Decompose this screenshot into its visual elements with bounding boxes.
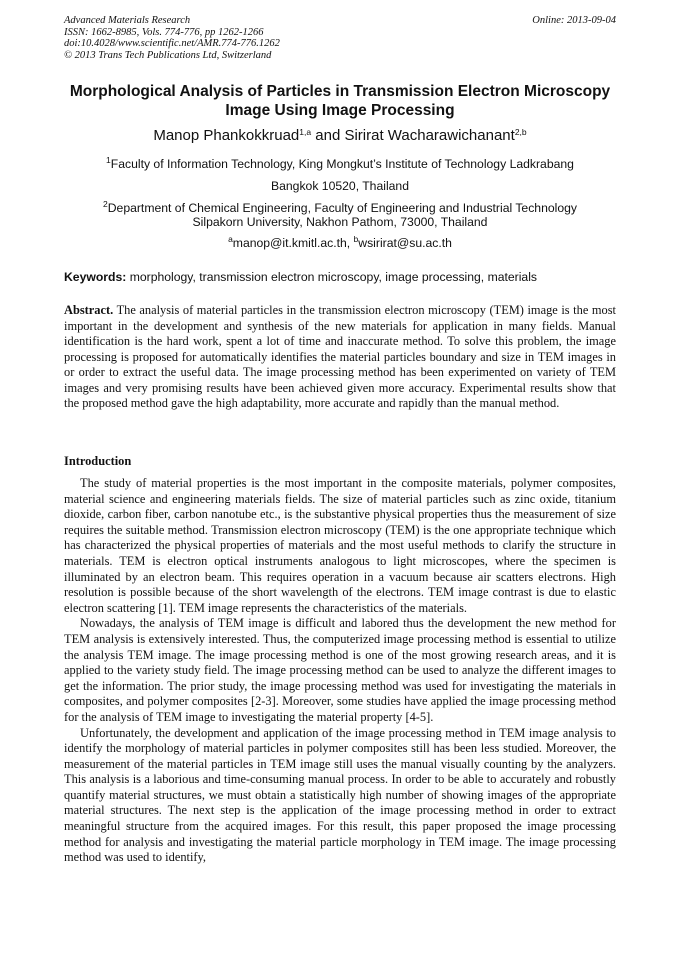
author-line [64, 127, 616, 145]
introduction-heading: Introduction [64, 454, 132, 468]
author-1-superscript: 1,a [299, 127, 312, 137]
keywords-label: Keywords: [64, 270, 127, 284]
keywords-text: morphology, transmission electron microscopy, image processing, materials [126, 270, 538, 284]
email-b: wsirirat@su.ac.th [358, 236, 452, 250]
issn-line: ISSN: 1662-8985, Vols. 774-776, pp 1262-1266 [64, 26, 264, 38]
keywords [64, 270, 624, 285]
abstract-label: Abstract. [64, 303, 114, 317]
introduction-body [64, 476, 616, 866]
abstract [64, 303, 616, 412]
journal-name: Advanced Materials Research [64, 15, 191, 26]
author-1: Manop Phankokkruad [153, 127, 300, 144]
affiliation-2-line-1 [64, 201, 616, 216]
affiliation-2-mark: 2 [103, 199, 108, 209]
paragraph: The study of material properties is the most important in the composite materials, polymer composites, material science and engineering materials fields. The size of material particles such as zinc oxide, titanium dioxide, carbon fiber, carbon nanotube etc., is the substantive physical properties thus the measurement of size requires the suitable method. Transmission electron microscopy (TEM) is the one appropriate technique which has characterized the physical properties of materials and the most useful methods to clarify the structure in materials. TEM is electron optical instruments analogous to light microscopes, where the specimen is illuminated by an electron beam. This requires operation in a vacuum because air scatters electrons. High resolution is possible because of the short wavelength of the electrons. TEM image contrast is due to elastic electron scattering [1]. TEM image represents the characteristics of the materials. [64, 476, 616, 615]
doi-line: doi:10.4028/www.scientific.net/AMR.774-776.1262 [64, 38, 280, 49]
abstract-text: The analysis of material particles in the transmission electron microscopy (TEM) image is the most important in the development and synthesis of the new materials for application in many fields. Manual identification is the hard work, spent a lot of time and inaccurate method. To solve this problem, the image processing is proposed for automatically identifies the material particles boundary and size in TEM images in or order to extract the useful data. The image processing method has been experimented on variety of TEM images and very promising results have been achieved given more accuracy. Experimental results show that the proposed method gave the high adaptability, more accurate and rapidly than the manual method. [64, 303, 616, 410]
email-line [64, 236, 616, 251]
affiliation-1-line-2: Bangkok 10520, Thailand [270, 179, 409, 193]
copyright-line: © 2013 Trans Tech Publications Ltd, Switzerland [64, 49, 272, 61]
email-a: manop@it.kmitl.ac.th, [232, 236, 354, 250]
online-date: Online: 2013-09-04 [532, 15, 616, 26]
author-2-superscript: 2,b [514, 127, 527, 137]
author-conjunction: and [311, 127, 345, 144]
email-b-mark: b [353, 234, 359, 244]
paragraph: Unfortunately, the development and application of the image processing method in TEM image analysis to identify the morphology of material particles in polymer composites still has been less studied. Moreover, the measurement of the material particles in TEM image still uses the manual visually counting by the analyzers. This analysis is a laborious and time-consuming manual process. In order to be able to accurately and robustly quantify material structures, we must obtain a statistically high number of showing images of the appropriate material structures. The next step is the application of the image processing method in order to extract meaningful structure from the acquired images. For this result, this paper proposed the image processing method for analysis and investigating the material particle morphology in TEM image. The image processing method was used to identify, [64, 725, 616, 865]
affiliation-1-text: Faculty of Information Technology, King Mongkut’s Institute of Technology Ladkrabang [110, 157, 574, 171]
paper-title: Morphological Analysis of Particles in Transmission Electron Microscopy Image Using Image Processing [69, 83, 611, 119]
affiliation-1-line-1 [64, 157, 616, 172]
paragraph: Nowadays, the analysis of TEM image is difficult and labored thus the development the new method for TEM analysis is extensively interested. Thus, the computerized image processing method is essential to utilize the analysis TEM image. The image processing method is one of the most growing research areas, and it is applied to the variety study field. The image processing method can be used to analyze the different images to get the information. The prior study, the image processing method was used for investigating the materials in composites, and polymer composites [2-3]. Moreover, some studies have applied the image processing method for the analysis of TEM image to investigating the material property [4-5]. [64, 616, 616, 724]
affiliation-2-text: Department of Chemical Engineering, Faculty of Engineering and Industrial Technology [107, 201, 577, 215]
affiliation-1-mark: 1 [106, 155, 111, 165]
journal-header [64, 15, 616, 61]
author-2: Sirirat Wacharawichanant [344, 127, 515, 144]
affiliation-2-line-2: Silpakorn University, Nakhon Pathom, 73000, Thailand [192, 215, 488, 229]
email-a-mark: a [228, 234, 233, 244]
